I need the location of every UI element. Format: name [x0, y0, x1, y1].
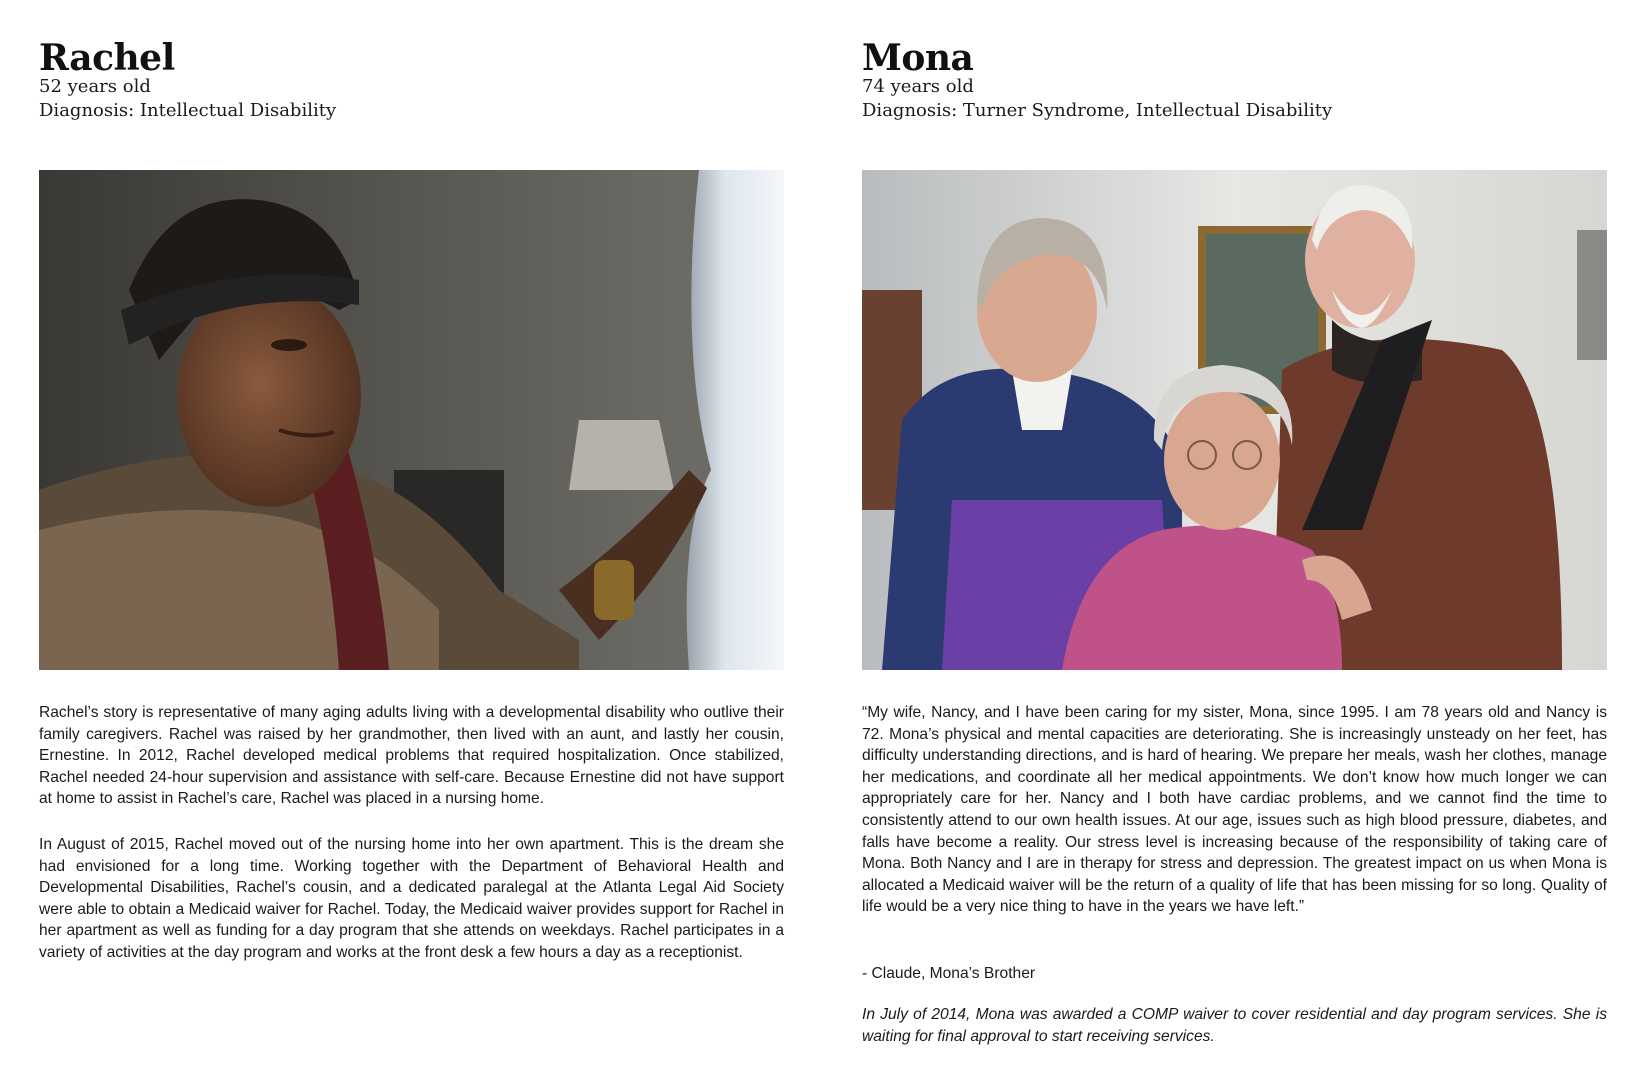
story-paragraph-1: Rachel’s story is representative of many aging adults living with a developmental disability who outlive their family caregivers. Rachel was raised by her grandmother, then lived with an aunt, and lastly her cousin, Ernestine. In 2012, Rachel developed medical problems that required hospitalization. Once stabilized, Rachel needed 24-hour supervision and assistance with self-care. Because Ernestine did not have support at home to assist in Rachel’s care, Rachel was placed in a nursing home. — [39, 704, 784, 808]
portrait-photo-mona-family — [862, 170, 1607, 670]
profile-name: Mona — [862, 37, 974, 79]
story-paragraph-2: In August of 2015, Rachel moved out of the nursing home into her own apartment. This is the dream she had envisioned for a long time. Working together with the Department of Behavioral Health and Developmental Disabilities, Rachel’s cousin, and a dedicated paralegal at the Atlanta Legal Aid Society were able to obtain a Medicaid waiver for Rachel. Today, the Medicaid waiver provides support for Rachel in her apartment as well as funding for a day program that she attends on weekdays. Rachel participates in a variety of activities at the day program and works at the front desk a few hours a day as a receptionist. — [39, 836, 784, 961]
waiver-status-note: In July of 2014, Mona was awarded a COMP waiver to cover residential and day program services. She is waiting for final approval to start receiving services. — [862, 1006, 1607, 1045]
portrait-photo-rachel — [39, 170, 784, 670]
profile-diagnosis: Diagnosis: Intellectual Disability — [39, 100, 337, 121]
caregiver-quote: “My wife, Nancy, and I have been caring for my sister, Mona, since 1995. I am 78 years old and Nancy is 72. Mona’s physical and mental capacities are deteriorating. She is increasingly unsteady on her feet, has difficulty understanding directions, and is hard of hearing. We prepare her meals, wash her clothes, manage her medications, and coordinate all her medical appointments. We don’t know how much longer we can appropriately care for her. Nancy and I both have cardiac problems, and we cannot find the time to consistently attend to our own health issues. At our age, issues such as high blood pressure, diabetes, and falls have become a reality. Our stress level is increasing because of the responsibility of taking care of Mona. Both Nancy and I are in therapy for stress and depression. The greatest impact on us when Mona is allocated a Medicaid waiver will be the return of a quality of life that has been missing for so long. Quality of life would be a very nice thing to have in the years we have left.” — [862, 704, 1607, 916]
profile-name: Rachel — [39, 37, 175, 79]
quote-attribution: - Claude, Mona’s Brother — [862, 965, 1036, 982]
profile-age: 52 years old — [39, 76, 151, 97]
profile-age: 74 years old — [862, 76, 974, 97]
profile-diagnosis: Diagnosis: Turner Syndrome, Intellectual Disability — [862, 100, 1333, 121]
